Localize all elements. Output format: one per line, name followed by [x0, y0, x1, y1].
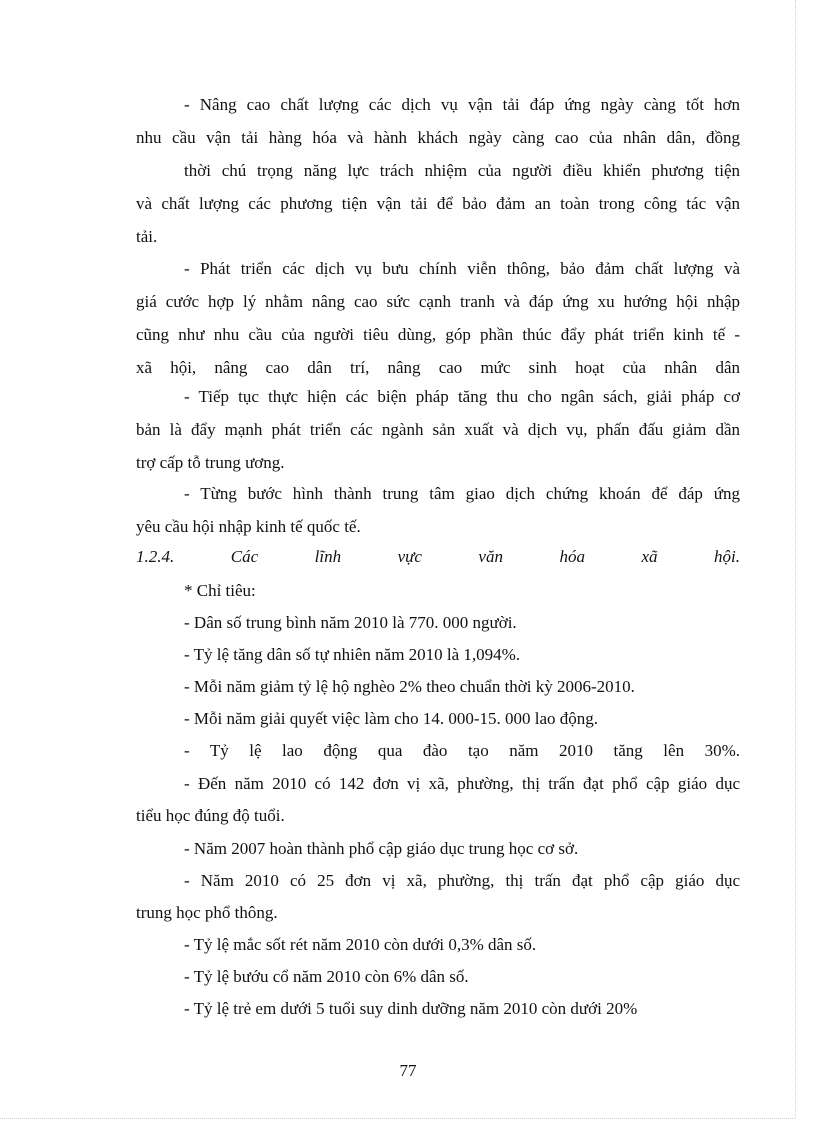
page-border-bottom: [0, 1118, 795, 1119]
section-heading: 1.2.4. Các lĩnh vực văn hóa xã hội.: [136, 547, 740, 566]
text-line: - Dân số trung bình năm 2010 là 770. 000 người.: [184, 613, 517, 632]
page-number: 77: [399, 1061, 417, 1080]
text-line: - Tiếp tục thực hiện các biện pháp tăng thu cho ngân sách, giải pháp cơ: [184, 387, 740, 406]
text-line: nhu cầu vận tải hàng hóa và hành khách ngày càng cao của nhân dân, đồng: [136, 128, 740, 147]
text-line: - Từng bước hình thành trung tâm giao dịch chứng khoán để đáp ứng: [184, 484, 740, 503]
text-line: - Tỷ lệ trẻ em dưới 5 tuổi suy dinh dưỡng năm 2010 còn dưới 20%: [184, 999, 638, 1018]
text-line: và chất lượng các phương tiện vận tải để bảo đảm an toàn trong công tác vận: [136, 194, 740, 213]
text-line: * Chỉ tiêu:: [184, 581, 256, 600]
text-line: - Phát triển các dịch vụ bưu chính viễn thông, bảo đảm chất lượng và: [184, 259, 740, 278]
text-line: thời chú trọng năng lực trách nhiệm của người điều khiển phương tiện: [184, 161, 740, 180]
text-line: - Đến năm 2010 có 142 đơn vị xã, phường, thị trấn đạt phổ cập giáo dục: [184, 774, 740, 793]
text-line: bản là đẩy mạnh phát triển các ngành sản xuất và dịch vụ, phấn đấu giảm dần: [136, 420, 740, 439]
text-line: xã hội, nâng cao dân trí, nâng cao mức sinh hoạt của nhân dân: [136, 358, 740, 377]
text-line: - Mỗi năm giải quyết việc làm cho 14. 000-15. 000 lao động.: [184, 709, 599, 728]
text-line: - Năm 2007 hoàn thành phổ cập giáo dục trung học cơ sở.: [184, 839, 579, 858]
text-line: - Tỷ lệ lao động qua đào tạo năm 2010 tăng lên 30%.: [184, 741, 740, 760]
text-line: trung học phổ thông.: [136, 903, 278, 922]
text-line: - Tỷ lệ mắc sốt rét năm 2010 còn dưới 0,3% dân số.: [184, 935, 537, 954]
text-line: tiểu học đúng độ tuổi.: [136, 806, 285, 825]
text-line: - Nâng cao chất lượng các dịch vụ vận tải đáp ứng ngày càng tốt hơn: [184, 95, 740, 114]
text-line: - Tỷ lệ tăng dân số tự nhiên năm 2010 là 1,094%.: [184, 645, 521, 664]
text-line: cũng như nhu cầu của người tiêu dùng, góp phần thúc đẩy phát triển kinh tế -: [136, 325, 740, 344]
text-line: giá cước hợp lý nhằm nâng cao sức cạnh tranh và đáp ứng xu hướng hội nhập: [136, 292, 740, 311]
text-line: - Mỗi năm giảm tỷ lệ hộ nghèo 2% theo chuẩn thời kỳ 2006-2010.: [184, 677, 635, 696]
text-line: - Năm 2010 có 25 đơn vị xã, phường, thị trấn đạt phổ cập giáo dục: [184, 871, 740, 890]
text-line: trợ cấp tỗ trung ương.: [136, 453, 285, 472]
text-line: yêu cầu hội nhập kinh tế quốc tế.: [136, 517, 361, 536]
page-border-right: [795, 0, 796, 1118]
text-line: tải.: [136, 227, 158, 246]
text-line: - Tỷ lệ bướu cổ năm 2010 còn 6% dân số.: [184, 967, 469, 986]
